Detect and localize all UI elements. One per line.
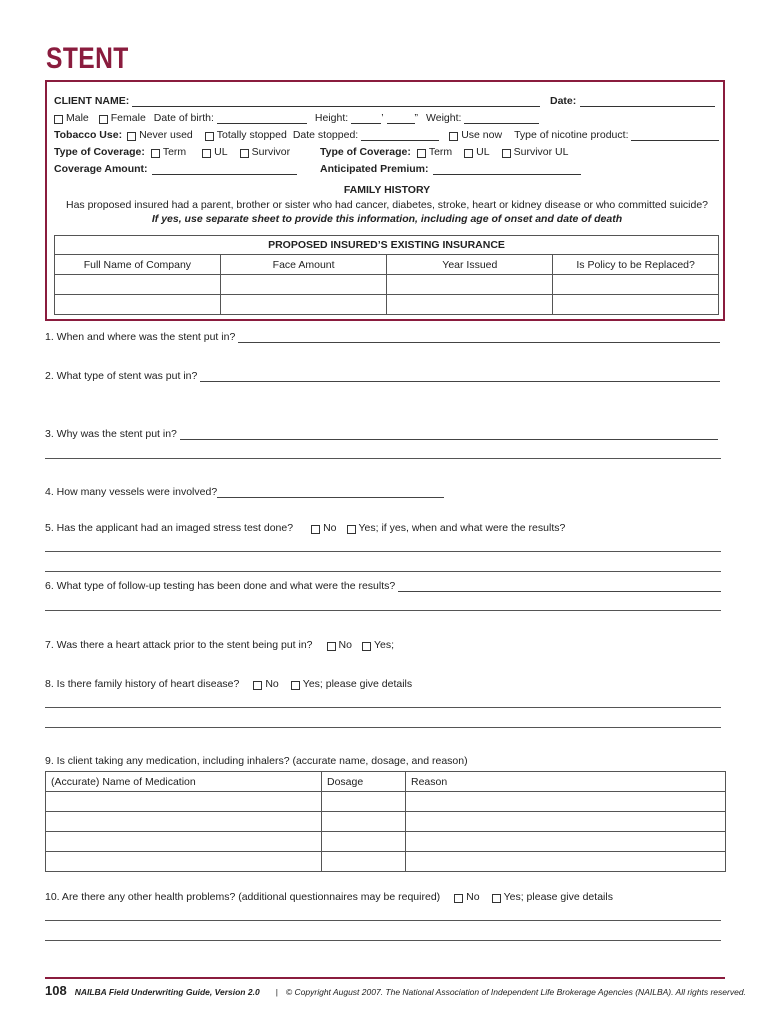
table-cell[interactable] [322,792,406,812]
table-header-row [46,772,726,792]
sex-dob-row [54,112,539,124]
question-2-label: 2. What type of stent was put in? [45,370,198,382]
dob-field[interactable] [217,113,307,124]
q8-yes-label: Yes; please give details [302,678,413,690]
guide-title: NAILBA Field Underwriting Guide, Version 2.0 [74,987,260,997]
question-8-label: 8. Is there family history of heart disease? [45,678,240,690]
nicotine-field[interactable] [631,130,719,141]
question-10-label: 10. Are there any other health problems? (additional questionnaires may be required) [45,891,441,903]
question-2 [45,370,720,382]
col-medication-name: (Accurate) Name of Medication [46,772,322,792]
q5-yes-label: Yes; if yes, when and what were the results? [358,522,566,534]
existing-insurance-heading: PROPOSED INSURED’S EXISTING INSURANCE [55,236,719,255]
survivor-checkbox[interactable] [240,149,249,158]
date-stopped-label: Date stopped: [292,129,359,141]
question-4-label: 4. How many vessels were involved? [45,486,218,498]
premium-row [320,163,581,175]
answer-line[interactable] [45,551,721,552]
q10-yes-checkbox[interactable] [492,894,501,903]
use-now-checkbox[interactable] [449,132,458,141]
question-6-field[interactable] [398,581,721,592]
table-cell[interactable] [220,275,387,295]
question-1-field[interactable] [238,332,720,343]
family-history-heading: FAMILY HISTORY [343,184,431,196]
weight-field[interactable] [464,113,539,124]
question-2-field[interactable] [200,371,720,382]
height-inches-mark: ” [414,112,419,124]
answer-line[interactable] [45,707,721,708]
q8-yes-checkbox[interactable] [291,681,300,690]
question-8 [45,678,412,690]
question-4-field[interactable] [217,487,444,498]
q10-no-checkbox[interactable] [454,894,463,903]
table-cell[interactable] [406,812,726,832]
question-3-field[interactable] [180,429,718,440]
coverage-type-row [54,146,290,158]
date-label: Date: [550,95,577,107]
table-cell[interactable] [55,275,221,295]
tobacco-row [54,129,719,141]
nicotine-label: Type of nicotine product: [514,129,629,141]
coverage-amount-row [54,163,297,175]
table-cell[interactable] [46,852,322,872]
height-label: Height: [314,112,349,124]
weight-label: Weight: [426,112,462,124]
table-cell[interactable] [46,832,322,852]
table-header-row [55,255,719,275]
page-title: STENT [46,42,129,75]
term-checkbox[interactable] [151,149,160,158]
q7-yes-label: Yes; [373,639,394,651]
term-label: Term [162,146,187,158]
table-row [46,792,726,812]
col-company: Full Name of Company [55,255,221,275]
col-replaced: Is Policy to be Replaced? [553,255,719,275]
medication-table [45,771,726,872]
answer-line[interactable] [45,610,721,611]
table-row [46,852,726,872]
client-name-row [54,95,540,107]
table-cell[interactable] [406,852,726,872]
ul-checkbox[interactable] [202,149,211,158]
col-year-issued: Year Issued [387,255,553,275]
coverage-type-label: Type of Coverage: [54,146,145,158]
q8-no-checkbox[interactable] [253,681,262,690]
footer-separator: | [275,987,278,997]
copyright-text: © Copyright August 2007. The National Association of Independent Life Brokerage Agencies (NAILBA). All rights reserved. [285,987,746,997]
dob-label: Date of birth: [153,112,214,124]
footer [45,983,746,998]
question-3-label: 3. Why was the stent put in? [45,428,177,440]
answer-line[interactable] [45,571,721,572]
term-label-2: Term [428,146,453,158]
question-9 [45,755,468,767]
never-used-checkbox[interactable] [127,132,136,141]
never-used-label: Never used [139,129,193,141]
table-cell[interactable] [553,295,719,315]
q5-no-checkbox[interactable] [311,525,320,534]
question-10 [45,891,613,903]
q7-no-checkbox[interactable] [327,642,336,651]
family-history-question: Has proposed insured had a parent, brother or sister who had cancer, diabetes, stroke, heart or kidney disease or who committed suicide? [65,199,709,211]
col-face-amount: Face Amount [220,255,387,275]
premium-field[interactable] [433,164,581,175]
question-6 [45,580,721,592]
answer-line[interactable] [45,940,721,941]
ul-label: UL [214,146,228,158]
client-name-field[interactable] [132,96,540,107]
male-checkbox[interactable] [54,115,63,124]
footer-rule [45,977,725,979]
question-9-label: 9. Is client taking any medication, including inhalers? (accurate name, dosage, and reason) [45,755,468,767]
page-number: 108 [45,983,67,998]
date-field[interactable] [580,96,715,107]
table-cell[interactable] [406,832,726,852]
client-info-box [45,80,725,321]
table-row [46,812,726,832]
table-cell[interactable] [55,295,221,315]
q7-yes-checkbox[interactable] [362,642,371,651]
question-4 [45,486,444,498]
coverage-amount-label: Coverage Amount: [54,163,148,175]
height-feet-mark: ’ [381,112,384,124]
totally-stopped-checkbox[interactable] [205,132,214,141]
q10-yes-label: Yes; please give details [503,891,613,903]
question-1-label: 1. When and where was the stent put in? [45,331,236,343]
question-5-label: 5. Has the applicant had an imaged stress test done? [45,522,294,534]
ul-checkbox-2[interactable] [464,149,473,158]
table-cell[interactable] [322,832,406,852]
date-row [550,95,715,107]
question-7-label: 7. Was there a heart attack prior to the stent being put in? [45,639,313,651]
survivor-ul-label: Survivor UL [513,146,569,158]
q5-yes-checkbox[interactable] [347,525,356,534]
table-cell[interactable] [220,295,387,315]
female-label: Female [110,112,146,124]
totally-stopped-label: Totally stopped [216,129,287,141]
q8-no-label: No [265,678,279,690]
tobacco-label: Tobacco Use: [54,129,123,141]
question-5 [45,522,565,534]
female-checkbox[interactable] [99,115,108,124]
table-row [55,295,719,315]
q5-no-label: No [323,522,337,534]
table-cell[interactable] [553,275,719,295]
q7-no-label: No [338,639,352,651]
table-cell[interactable] [387,295,553,315]
question-1 [45,331,720,343]
term-checkbox-2[interactable] [417,149,426,158]
question-6-label: 6. What type of follow-up testing has been done and what were the results? [45,580,396,592]
q10-no-label: No [466,891,480,903]
survivor-ul-checkbox[interactable] [502,149,511,158]
client-name-label: CLIENT NAME: [54,95,130,107]
premium-label: Anticipated Premium: [320,163,429,175]
survivor-label: Survivor [251,146,291,158]
table-cell[interactable] [406,792,726,812]
col-dosage: Dosage [322,772,406,792]
height-feet-field[interactable] [351,112,384,124]
table-cell[interactable] [322,852,406,872]
answer-line[interactable] [45,920,721,921]
table-cell[interactable] [46,812,322,832]
existing-insurance-table [54,235,719,315]
date-stopped-field[interactable] [361,130,439,141]
question-3 [45,428,718,440]
table-cell[interactable] [387,275,553,295]
table-row [55,275,719,295]
male-label: Male [66,112,89,124]
coverage-amount-field[interactable] [152,164,297,175]
table-cell[interactable] [322,812,406,832]
family-history-note: If yes, use separate sheet to provide this information, including age of onset and date of death [151,213,623,225]
answer-line[interactable] [45,458,721,459]
height-inches-field[interactable] [387,113,415,124]
ul-label-2: UL [476,146,490,158]
use-now-label: Use now [461,129,503,141]
table-row [46,832,726,852]
col-reason: Reason [406,772,726,792]
coverage-type-row-2 [320,146,568,158]
table-cell[interactable] [46,792,322,812]
question-7 [45,639,394,651]
coverage-type-label-2: Type of Coverage: [320,146,411,158]
answer-line[interactable] [45,727,721,728]
